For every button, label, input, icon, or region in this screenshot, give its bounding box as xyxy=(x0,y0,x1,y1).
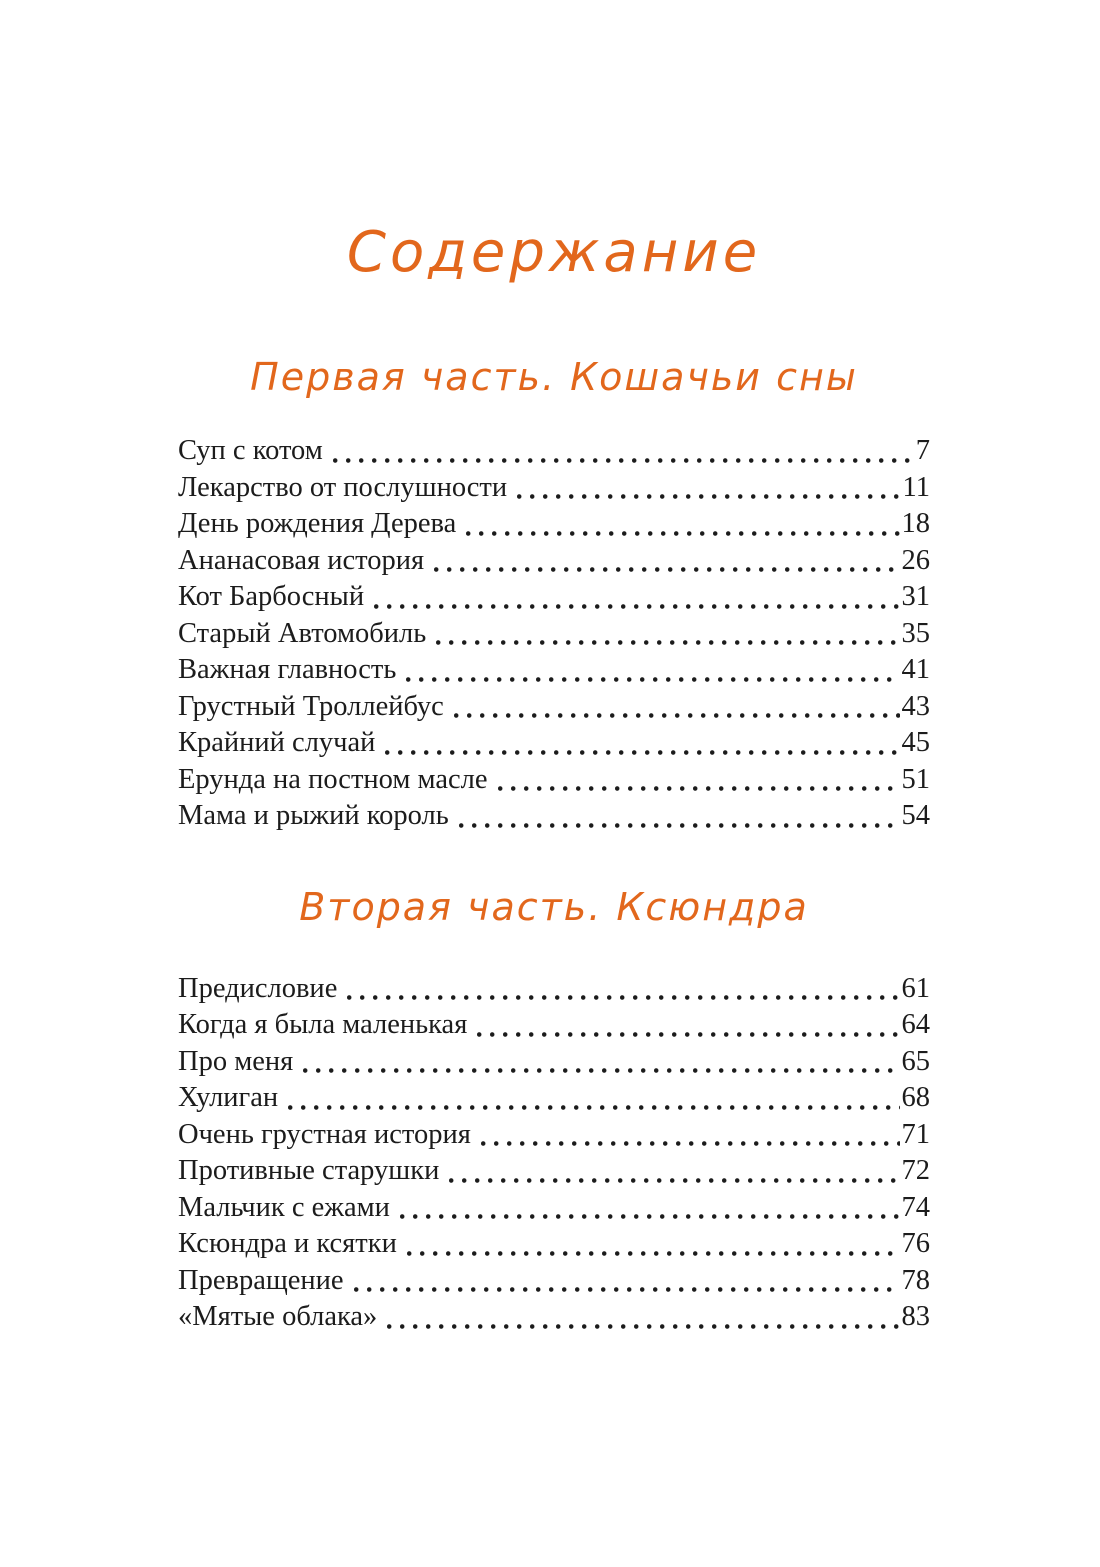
toc-entry-page-number: 78 xyxy=(901,1264,930,1296)
section-heading-part-1: Первая часть. Кошачьи сны xyxy=(250,355,858,399)
toc-entry xyxy=(178,725,930,762)
toc-entry-title: Про меня xyxy=(178,1045,294,1077)
toc-list-part-2 xyxy=(178,971,930,1336)
dot-leader xyxy=(407,1251,900,1256)
toc-entry-title: Мама и рыжий король xyxy=(178,800,449,831)
dot-leader xyxy=(385,750,899,755)
toc-section-part-1 xyxy=(178,353,930,835)
toc-entry xyxy=(178,1263,930,1300)
toc-entry-title: День рождения Дерева xyxy=(178,508,457,539)
toc-entry-page-number: 61 xyxy=(901,972,930,1004)
toc-entry xyxy=(178,543,930,580)
dot-leader xyxy=(449,1178,899,1183)
toc-entry-title: Когда я была маленькая xyxy=(178,1009,468,1040)
toc-entry xyxy=(178,689,930,726)
toc-entry-page-number: 7 xyxy=(915,435,930,466)
toc-entry-page-number: 51 xyxy=(901,763,930,795)
toc-entry-title: Важная главность xyxy=(178,654,397,685)
dot-leader xyxy=(477,1032,899,1037)
toc-entry xyxy=(178,1153,930,1190)
dot-leader xyxy=(436,640,899,645)
toc-entry xyxy=(178,652,930,689)
toc-entry xyxy=(178,470,930,507)
dot-leader xyxy=(374,604,899,609)
dot-leader xyxy=(354,1287,900,1292)
toc-entry-page-number: 11 xyxy=(902,471,930,503)
dot-leader xyxy=(387,1324,899,1329)
toc-entry xyxy=(178,1007,930,1044)
dot-leader xyxy=(347,995,899,1000)
toc-entry xyxy=(178,1044,930,1081)
dot-leader xyxy=(481,1141,900,1146)
toc-entry-page-number: 35 xyxy=(901,617,930,649)
toc-entry-page-number: 45 xyxy=(901,727,930,758)
toc-list-part-1 xyxy=(178,433,930,835)
toc-entry-page-number: 83 xyxy=(901,1301,930,1332)
toc-entry-page-number: 43 xyxy=(901,690,930,722)
toc-entry-title: Кот Барбосный xyxy=(178,581,365,612)
toc-entry xyxy=(178,798,930,835)
toc-entry-page-number: 74 xyxy=(901,1191,930,1223)
toc-entry-page-number: 76 xyxy=(901,1228,930,1259)
toc-entry-page-number: 26 xyxy=(901,544,930,576)
toc-entry-title: Предисловие xyxy=(178,972,338,1004)
toc-entry xyxy=(178,1080,930,1117)
toc-entry-page-number: 41 xyxy=(901,654,930,685)
toc-entry-page-number: 72 xyxy=(901,1155,930,1186)
toc-entry xyxy=(178,1117,930,1154)
dot-leader xyxy=(459,823,900,828)
toc-entry xyxy=(178,506,930,543)
dot-leader xyxy=(400,1214,900,1219)
toc-entry-page-number: 18 xyxy=(901,508,930,539)
toc-entry-page-number: 71 xyxy=(901,1118,930,1150)
dot-leader xyxy=(454,713,900,718)
dot-leader xyxy=(288,1105,899,1110)
toc-entry-page-number: 54 xyxy=(901,800,930,831)
toc-entry-title: Противные старушки xyxy=(178,1155,440,1186)
toc-entry-title: Мальчик с ежами xyxy=(178,1191,390,1223)
dot-leader xyxy=(333,458,914,463)
toc-entry-title: Старый Автомобиль xyxy=(178,617,427,649)
toc-entry-title: Суп с котом xyxy=(178,435,323,466)
section-heading-part-2: Вторая часть. Ксюндра xyxy=(299,884,809,929)
toc-entry-title: Ксюндра и ксятки xyxy=(178,1228,397,1259)
toc-entry xyxy=(178,433,930,470)
toc-section-part-2 xyxy=(178,883,930,1336)
toc-entry xyxy=(178,579,930,616)
toc-entry xyxy=(178,616,930,653)
toc-entry-title: Очень грустная история xyxy=(178,1118,471,1150)
toc-entry-title: Ерунда на постном масле xyxy=(178,763,488,795)
toc-entry-title: Ананасовая история xyxy=(178,544,425,576)
toc-entry xyxy=(178,1299,930,1336)
toc-entry-page-number: 65 xyxy=(901,1045,930,1077)
toc-entry-title: Крайний случай xyxy=(178,727,376,758)
toc-entry-title: Превращение xyxy=(178,1264,344,1296)
toc-entry xyxy=(178,971,930,1008)
toc-entry-title: «Мятые облака» xyxy=(178,1301,378,1332)
dot-leader xyxy=(517,494,900,499)
dot-leader xyxy=(466,531,899,536)
dot-leader xyxy=(303,1068,899,1073)
toc-entry xyxy=(178,1226,930,1263)
dot-leader xyxy=(498,786,900,791)
toc-entry-title: Хулиган xyxy=(178,1082,279,1113)
dot-leader xyxy=(406,677,899,682)
toc-entry-page-number: 64 xyxy=(901,1009,930,1040)
dot-leader xyxy=(434,567,899,572)
toc-entry-page-number: 68 xyxy=(901,1082,930,1113)
toc-entry xyxy=(178,762,930,799)
toc-entry-title: Лекарство от послушности xyxy=(178,471,508,503)
toc-entry-page-number: 31 xyxy=(901,581,930,612)
page-title: Содержание xyxy=(346,220,762,285)
toc-entry-title: Грустный Троллейбус xyxy=(178,690,444,722)
toc-entry xyxy=(178,1190,930,1227)
